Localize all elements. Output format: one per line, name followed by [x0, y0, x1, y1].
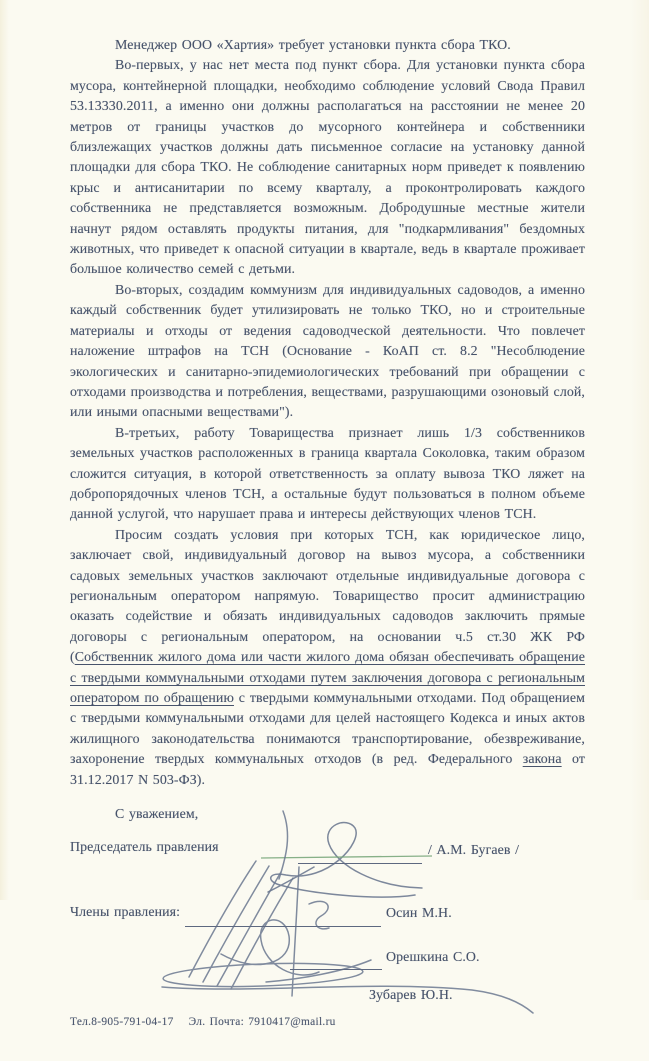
member1-name: Осин М.Н. — [386, 906, 452, 922]
request-text-middle: с твердыми коммунальными отходами. Под обращением с твердыми коммунальными отходами для целей настоящего Кодекса и иных актов жилищного законодательства понимаются транспортирование, обезвреживание, захоронение твердых коммунальных отходов (в ред. Федерального — [70, 691, 585, 768]
green-pen-line — [261, 856, 432, 858]
chairman-name: / А.М. Бугаев / — [428, 843, 520, 859]
closing-regards: С уважением, — [115, 807, 199, 823]
member1-signature-line — [185, 926, 381, 927]
signature-block — [70, 805, 585, 1061]
chairman-signature — [268, 823, 422, 898]
member2-signature-line — [290, 969, 382, 970]
request-text-start: Просим создать условия при которых ТСН, как юридическое лицо, заключает свой, индивидуальный договор на вывоз мусора, а собственники садовых земельных участков заключают отдельные индивидуальные договора с региональным оператором напрямую. Товарищество просит администрацию оказать содействие и обязать индивидуальных садоводов заключить прямые договоры с региональным оператором, на основании ч.5 ст.30 ЖК РФ ( — [70, 527, 585, 666]
paragraph-second-argument: Во-вторых, создадим коммунизм для индивидуальных садоводов, а именно каждый собственник будет утилизировать не только ТКО, но и строительные материалы и отходы от ведения садоводческой деятельности. Что повлечет наложение штрафов на ТСН (Основание - КоАП ст. 8.2 "Несоблюдение экологических и санитарно-эпидемиологических требований при обращении с отходами производства и потребления, веществами, разрушающими озоновый слой, или иными опасными веществами"). — [70, 282, 585, 421]
member3-name: Зубарев Ю.Н. — [369, 988, 453, 1004]
chairman-signature-line — [298, 863, 422, 864]
paragraph-third-argument: В-третьих, работу Товарищества признает лишь 1/3 собственников земельных участков расположенных в граница квартала Соколовка, таким образом сложится ситуация, в которой ответственность за оплату вывоза ТКО ляжет на добропорядочных членов ТСН, а остальные будут пользоваться в полном объеме данной услугой, что нарушает права и интересы действующих членов ТСН. — [70, 425, 585, 523]
footer-email: Эл. Почта: 7910417@mail.ru — [188, 1016, 336, 1029]
paragraph-request — [70, 526, 585, 791]
law-quote-underlined: Собственник жилого дома или части жилого дома обязан обеспечивать обращение с твердыми коммунальными отходами путем заключения договора с региональным оператором по обращению — [70, 650, 585, 706]
chairman-label: Председатель правления — [70, 840, 219, 856]
request-text-end: от 31.12.2017 N 503-ФЗ). — [70, 752, 585, 788]
footer-contact — [70, 1012, 336, 1032]
paragraph-first-argument: Во-первых, у нас нет места под пункт сбора. Для установки пункта сбора мусора, контейнерной площадки, необходимо соблюдение условий Свода Правил 53.13330.2011, а именно они должны располагаться на расстоянии не менее 20 метров от границы участков до мусорного контейнера и собственники близлежащих участков должны дать письменное согласие на установку данной площадки для сбора ТКО. Не соблюдение санитарных норм приведет к появлению крыс и антисанитарии по всему кварталу, а проконтролировать каждого собственника не представляется возможным. Добродушные местные жители начнут рядом оставлять продукты питания, для "подкармливания" бездомных животных, что приведет к опасной ситуации в квартале, ведь в квартале проживает большое количество семей с детьми. — [70, 58, 585, 278]
footer-phone: Тел.8-905-791-04-17 — [70, 1016, 174, 1029]
paragraph-intro: Менеджер ООО «Хартия» требует установки пункта сбора ТКО. — [115, 38, 511, 53]
members-label: Члены правления: — [70, 905, 181, 921]
member2-name: Орешкина С.О. — [386, 950, 480, 966]
law-word-underlined: закона — [522, 752, 562, 768]
